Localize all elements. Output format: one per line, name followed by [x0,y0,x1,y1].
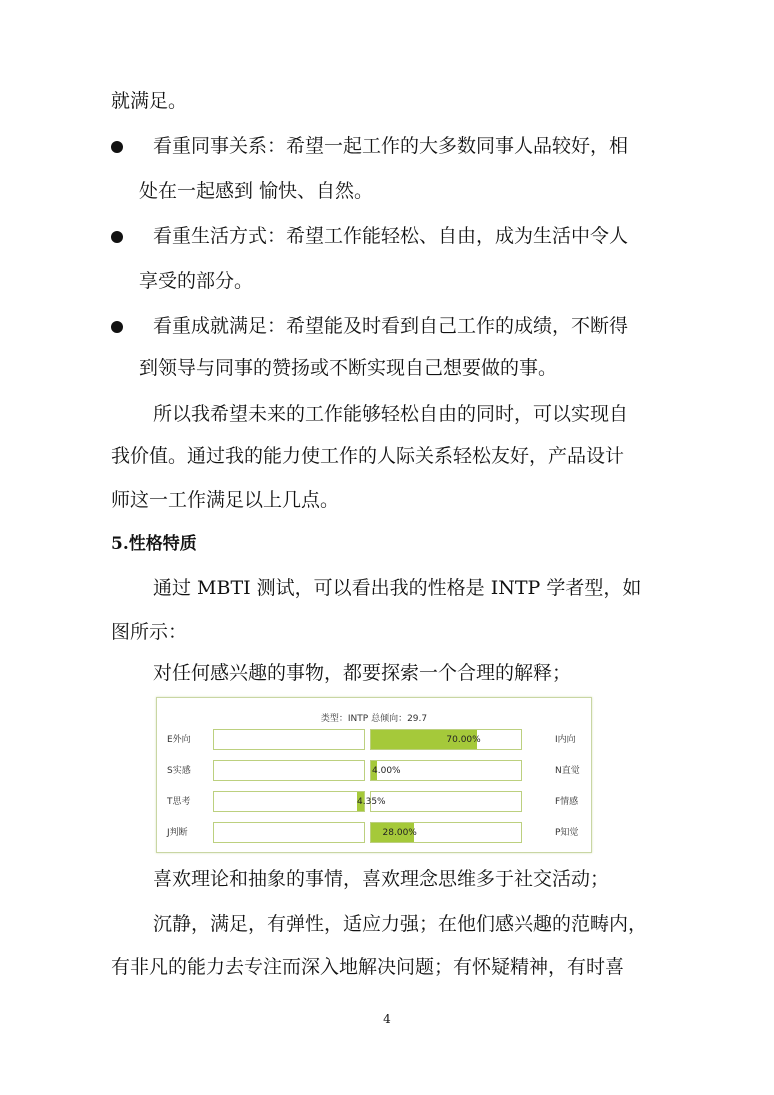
paragraph-line: 通过 MBTI 测试，可以看出我的性格是 INTP 学者型，如 [153,577,642,599]
track-left [213,791,365,812]
bullet-icon [111,231,123,243]
track-right [370,791,522,812]
bar-value-label: 28.00% [382,828,417,838]
chart-title: 类型：INTP 总倾向：29.7 [320,714,428,724]
bar-value-label: 70.00% [446,735,481,745]
paragraph-line: 沉静，满足，有弹性，适应力强；在他们感兴趣的范畴内， [153,913,648,935]
paragraph-line: 图所示： [111,621,188,643]
bullet-3-line-2: 到领导与同事的赞扬或不断实现自己想要做的事。 [139,357,558,379]
row-right-label: I内向 [555,735,576,745]
bar-value-label: 4.35% [357,797,386,807]
paragraph-line: 有非凡的能力去专注而深入地解决问题；有怀疑精神，有时喜 [111,956,625,978]
paragraph-line: 喜欢理论和抽象的事情，喜欢理念思维多于社交活动； [153,868,610,890]
bullet-2-line-2: 享受的部分。 [139,270,254,292]
page-number: 4 [383,1012,391,1026]
bullet-icon [111,321,123,333]
row-right-label: P知觉 [555,828,579,838]
paragraph-line: 师这一工作满足以上几点。 [111,489,340,511]
row-right-label: N直觉 [555,766,580,776]
row-left-label: J判断 [167,828,188,838]
bar-value-label: 4.00% [372,766,401,776]
section-heading: 5.性格特质 [111,534,197,554]
paragraph-line: 对任何感兴趣的事物，都要探索一个合理的解释； [153,662,572,684]
row-left-label: T思考 [167,797,191,807]
bullet-1-line-2: 处在一起感到 愉快、自然。 [139,180,374,202]
track-left [213,729,365,750]
track-left [213,822,365,843]
row-right-label: F情感 [555,797,579,807]
row-left-label: E外向 [167,735,191,745]
bullet-3-line-1: 看重成就满足：希望能及时看到自己工作的成绩，不断得 [153,315,629,337]
paragraph-line: 所以我希望未来的工作能够轻松自由的同时，可以实现自 [153,403,629,425]
row-left-label: S实感 [167,766,191,776]
track-left [213,760,365,781]
paragraph-continuation: 就满足。 [111,90,188,112]
mbti-chart [156,697,592,853]
paragraph-line: 我价值。通过我的能力使工作的人际关系轻松友好，产品设计 [111,445,625,467]
bullet-1-line-1: 看重同事关系：希望一起工作的大多数同事人品较好，相 [153,135,629,157]
bullet-icon [111,141,123,153]
bullet-2-line-1: 看重生活方式：希望工作能轻松、自由，成为生活中令人 [153,225,629,247]
